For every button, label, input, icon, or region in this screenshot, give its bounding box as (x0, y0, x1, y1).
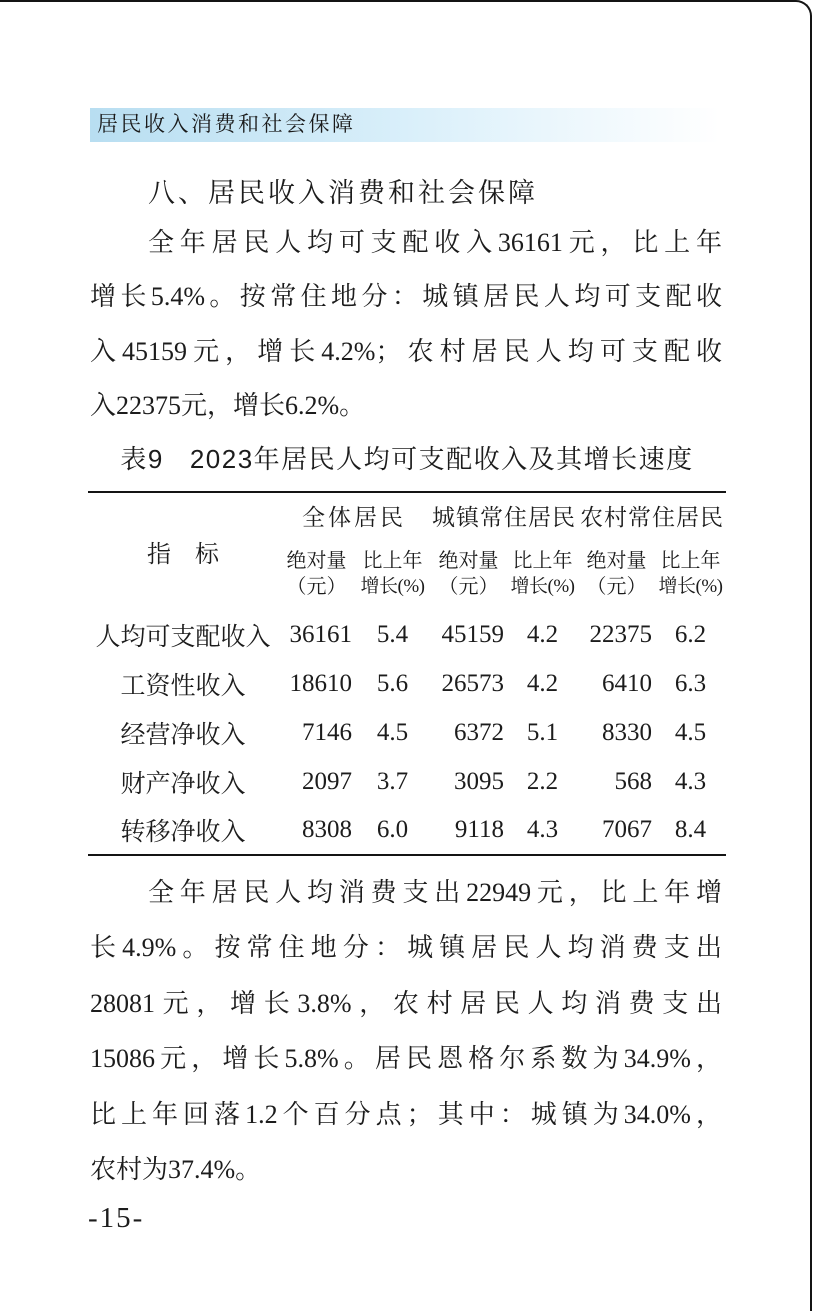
absolute-value-header (430, 537, 507, 610)
table-title: 2023年居民人均可支配收入及其增长速度 (189, 444, 694, 474)
paragraph-line: 全年居民人均消费支出22949元，比上年增 (148, 878, 722, 907)
cell-growth: 4.3 (507, 806, 578, 855)
header-line: 比上年 (362, 549, 423, 572)
cell-growth: 5.6 (376, 669, 409, 697)
indicator-header: 指 标 (88, 492, 278, 610)
paragraph-line: 15086元，增长5.8%。居民恩格尔系数为34.9%， (90, 1044, 722, 1074)
group-header-urban-residents: 城镇常住居民 (430, 492, 578, 537)
row-label: 转移净收入 (88, 806, 278, 855)
cell-value: 6372 (454, 718, 504, 746)
paragraph-line: 增长5.4%。按常住地分：城镇居民人均可支配收 (90, 282, 722, 312)
cell-growth: 4.5 (376, 718, 409, 746)
consumption-paragraph (90, 865, 722, 1197)
cell-value: 3095 (454, 767, 504, 795)
row-label: 财产净收入 (120, 770, 246, 798)
income-table (88, 491, 726, 856)
header-line: 增长(%) (360, 575, 425, 597)
cell-value: 9118 (430, 806, 507, 855)
running-header-band (90, 108, 720, 142)
header-line: 比上年 (660, 549, 721, 572)
row-label: 人均可支配收入 (95, 623, 271, 651)
paragraph-line: 28081元，增长3.8%，农村居民人均消费支出 (90, 988, 722, 1018)
table-row (88, 659, 726, 708)
header-line: 增长(%) (510, 575, 575, 597)
cell-growth: 3.7 (376, 767, 409, 795)
cell-value: 8308 (278, 806, 355, 855)
cell-value: 2097 (302, 767, 352, 795)
cell-growth: 8.4 (655, 806, 726, 855)
cell-value: 26573 (441, 669, 504, 697)
growth-rate-header (507, 537, 578, 610)
header-line: 增长(%) (658, 575, 723, 597)
header-line: （元） (586, 575, 647, 598)
cell-value: 45159 (441, 620, 504, 648)
group-header-rural-residents: 农村常住居民 (578, 492, 726, 537)
table-group-header-row (88, 492, 726, 537)
cell-growth: 6.2 (674, 620, 707, 648)
growth-rate-header (355, 537, 430, 610)
cell-growth: 6.0 (355, 806, 430, 855)
page-number: -15- (88, 1202, 145, 1234)
absolute-value-header (578, 537, 655, 610)
table-row (88, 708, 726, 757)
cell-growth: 6.3 (674, 669, 707, 697)
group-header-all-residents: 全体居民 (278, 492, 430, 537)
header-line: 绝对量 (286, 549, 347, 572)
absolute-value-header (278, 537, 355, 610)
cell-growth: 4.2 (526, 620, 559, 648)
table-row (88, 610, 726, 659)
cell-value: 18610 (289, 669, 352, 697)
header-line: 绝对量 (438, 549, 499, 572)
cell-value: 22375 (589, 620, 652, 648)
header-line: 比上年 (512, 549, 573, 572)
paragraph-line: 长4.9%。按常住地分：城镇居民人均消费支出 (90, 933, 722, 963)
header-line: （元） (438, 575, 499, 598)
paragraph-line: 入22375元，增长6.2%。 (90, 391, 366, 421)
cell-growth: 5.1 (526, 718, 559, 746)
table-row (88, 806, 726, 855)
running-header-title: 居民收入消费和社会保障 (97, 113, 356, 136)
cell-value: 568 (614, 767, 652, 795)
cell-growth: 4.3 (674, 767, 707, 795)
cell-growth: 4.2 (526, 669, 559, 697)
table-row (88, 757, 726, 806)
cell-growth: 5.4 (376, 620, 409, 648)
row-label: 经营净收入 (120, 721, 246, 749)
cell-value: 36161 (289, 620, 352, 648)
paragraph-line: 农村为37.4%。 (90, 1154, 262, 1184)
cell-value: 6410 (602, 669, 652, 697)
cell-value: 8330 (602, 718, 652, 746)
cell-growth: 2.2 (526, 767, 559, 795)
paragraph-line: 比上年回落1.2个百分点；其中：城镇为34.0%， (90, 1099, 722, 1129)
cell-value: 7146 (302, 718, 352, 746)
header-line: （元） (286, 575, 347, 598)
cell-growth: 4.5 (674, 718, 707, 746)
income-paragraph (90, 216, 722, 434)
paragraph-line: 入45159元，增长4.2%；农村居民人均可支配收 (90, 336, 722, 366)
header-line: 绝对量 (586, 549, 647, 572)
table-caption (88, 442, 726, 476)
table-number: 表9 (120, 444, 164, 474)
section-heading: 八、居民收入消费和社会保障 (148, 178, 538, 208)
cell-value: 7067 (578, 806, 655, 855)
growth-rate-header (655, 537, 726, 610)
paragraph-line: 全年居民人均可支配收入36161元，比上年 (148, 228, 722, 257)
row-label: 工资性收入 (120, 672, 246, 700)
